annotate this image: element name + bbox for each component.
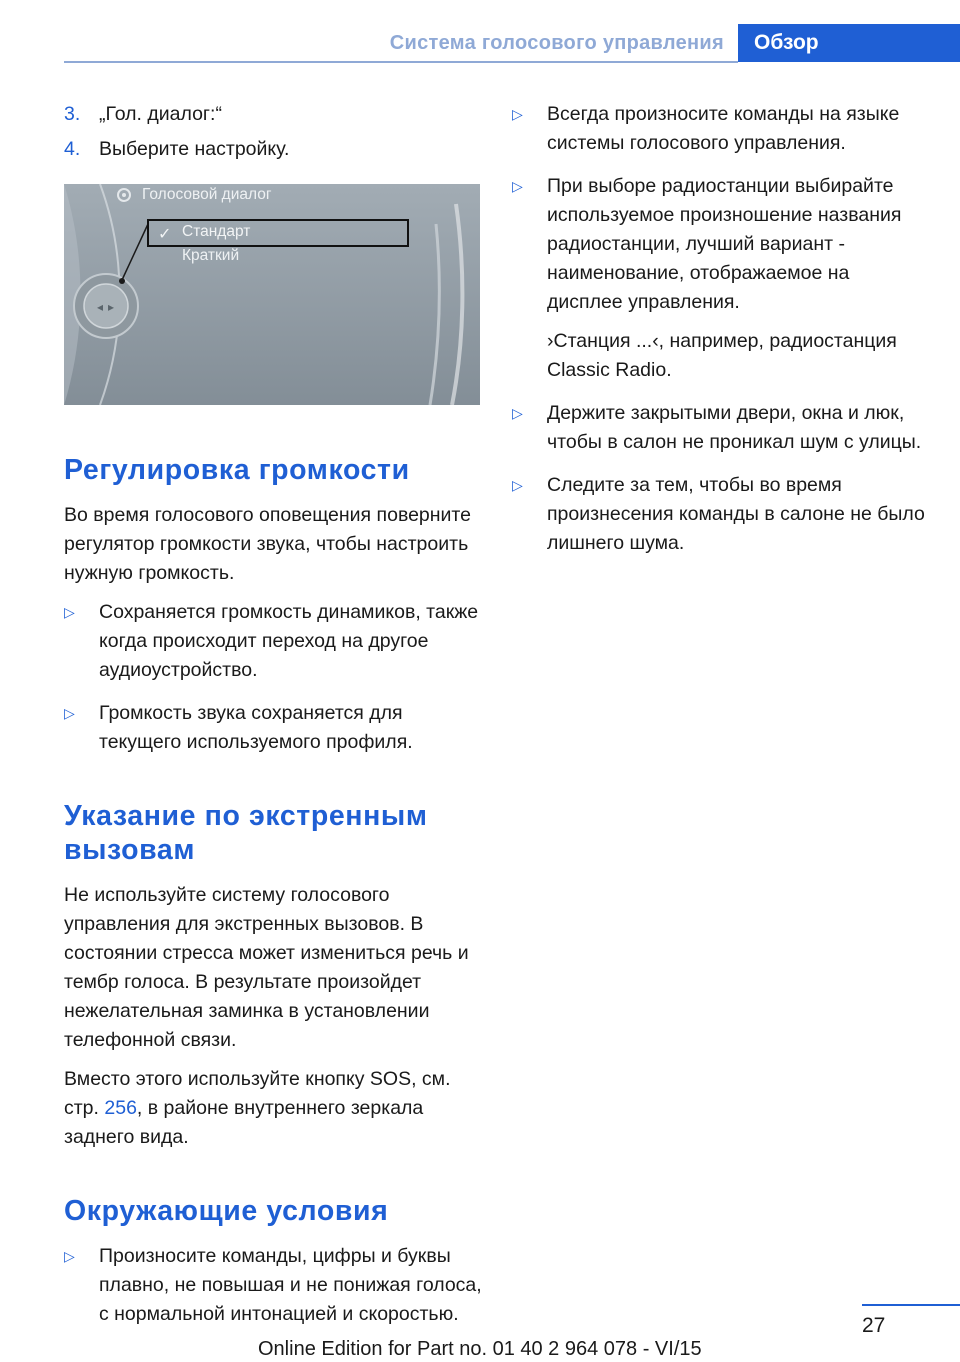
triangle-bullet-icon: ▷ — [512, 477, 523, 493]
volume-bullets — [64, 598, 484, 757]
display-illustration — [64, 184, 480, 405]
list-item: ▷ При выборе радиостанции выбирайте используемое произношение названия радиостанции, лучший вариант - наименование, отображаемое на дисплее управления. — [512, 172, 930, 317]
triangle-bullet-icon: ▷ — [512, 106, 523, 122]
triangle-bullet-icon: ▷ — [512, 178, 523, 194]
heading-emergency: Указание по экстренным вызовам — [64, 800, 428, 866]
triangle-bullet-icon: ▷ — [512, 405, 523, 421]
right-column — [512, 100, 930, 572]
list-item: ▷ Всегда произносите команды на языке системы голосового управления. — [512, 100, 930, 158]
heading-volume: Регулировка громкости — [64, 454, 410, 486]
page-link-256[interactable]: 256 — [104, 1097, 137, 1119]
page-header — [0, 24, 960, 62]
screen-option-short: Краткий — [182, 247, 240, 264]
list-item: ▷ Следите за тем, чтобы во время произнесения команды в салоне не было лишнего шума. — [512, 471, 930, 558]
radio-example: ›Станция ...‹, например, радиостанция Classic Radio. — [547, 330, 897, 381]
svg-text:▸: ▸ — [108, 300, 115, 314]
volume-intro: Во время голосового оповещения поверните регулятор громкости звука, чтобы настроить нужную громкость. — [64, 504, 471, 584]
list-item: ▷ Сохраняется громкость динамиков, также когда происходит переход на другое аудиоустройство. — [64, 598, 484, 685]
step-text: „Гол. диалог:“ — [99, 103, 222, 125]
triangle-bullet-icon: ▷ — [64, 1248, 75, 1264]
step-number: 3. — [64, 103, 81, 125]
left-column — [64, 100, 484, 1343]
header-section-title: Система голосового управления — [389, 32, 724, 54]
page-number: 27 — [862, 1314, 886, 1337]
environment-bullets — [64, 1242, 484, 1329]
edition-footer: Online Edition for Part no. 01 40 2 964 078 - VI/15 — [258, 1338, 702, 1360]
footer-rule — [862, 1304, 960, 1306]
checkmark-icon: ✓ — [158, 224, 172, 243]
controller-knob-icon — [74, 274, 138, 338]
step-4 — [64, 135, 484, 164]
screen-title: Голосовой диалог — [142, 186, 272, 203]
triangle-bullet-icon: ▷ — [64, 705, 75, 721]
step-3 — [64, 100, 484, 129]
list-item: ▷ Громкость звука сохраняется для текущего используемого профиля. — [64, 699, 484, 757]
header-rule — [64, 61, 738, 63]
right-bullets — [512, 100, 930, 558]
screen-option-standard: Стандарт — [182, 223, 251, 240]
step-text: Выберите настройку. — [99, 138, 290, 160]
header-tab-overview: Обзор — [738, 24, 960, 62]
list-item: ▷ Произносите команды, цифры и буквы плавно, не повышая и не понижая голоса, с нормальной интонацией и скоростью. — [64, 1242, 484, 1329]
emergency-para-2: Вместо этого используйте кнопку SOS, см. стр. 256, в районе внутреннего зеркала заднего вида. — [64, 1068, 451, 1148]
emergency-para-1: Не используйте систему голосового управления для экстренных вызовов. В состоянии стресса может измениться речь и тембр голоса. В результате произойдет нежелательная заминка в установлении телефонной связи. — [64, 884, 469, 1051]
heading-environment: Окружающие условия — [64, 1195, 389, 1227]
display-screenshot — [64, 184, 480, 405]
list-item: ▷ Держите закрытыми двери, окна и люк, чтобы в салон не проникал шум с улицы. — [512, 399, 930, 457]
step-number: 4. — [64, 138, 81, 160]
triangle-bullet-icon: ▷ — [64, 604, 75, 620]
svg-text:◂: ◂ — [97, 300, 104, 314]
